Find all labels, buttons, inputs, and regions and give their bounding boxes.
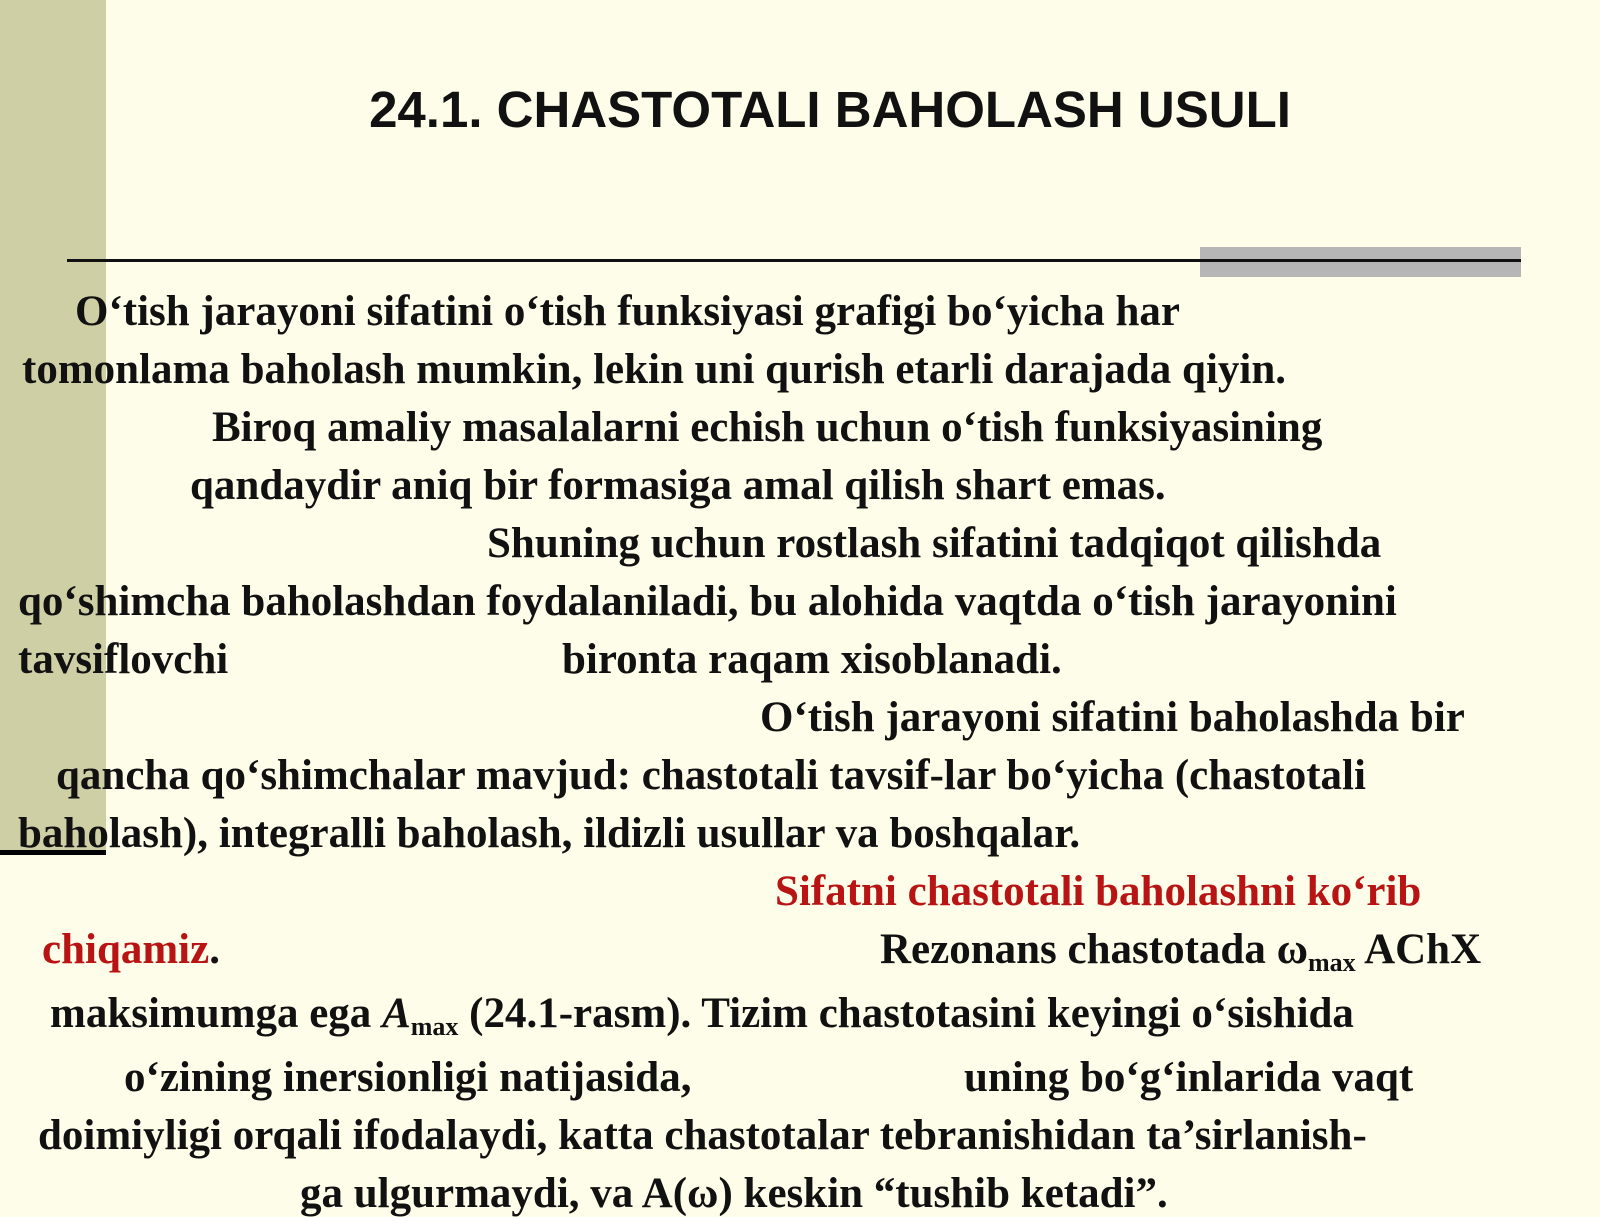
body-line-12a — [42, 928, 220, 971]
body-line-16: ga ulgurmaydi, va A(ω) keskin “tushib ketadi”. — [300, 1170, 1168, 1217]
body-line-15: doimiyligi orqali ifodalaydi, katta chastotalar tebranishidan ta’sirlanish- — [38, 1112, 1367, 1159]
figure-ref-text: (24.1-rasm). Tizim chastotasini keyingi o‘sishida — [458, 990, 1354, 1037]
body-line-9: qancha qo‘shimchalar mavjud: chastotali tavsif-lar bo‘yicha (chastotali — [56, 752, 1366, 799]
maximum-text: maksimumga ega — [50, 990, 383, 1037]
amplitude-symbol: A — [382, 990, 411, 1037]
body-line-11-highlight: Sifatni chastotali baholashni ko‘rib — [775, 868, 1422, 915]
body-line-7a: tavsiflovchi — [18, 636, 229, 683]
amplitude-subscript: max — [410, 1012, 459, 1041]
highlight-word: chiqamiz — [42, 926, 210, 973]
body-line-10: baholash), integralli baholash, ildizli usullar va boshqalar. — [18, 810, 1081, 857]
body-line-6: qo‘shimcha baholashdan foydalaniladi, bu alohida vaqtda o‘tish jarayonini — [18, 578, 1397, 625]
body-line-14b: uning bo‘g‘inlarida vaqt — [964, 1054, 1414, 1101]
body-line-12b — [880, 926, 1482, 977]
achx-text: AChX — [1355, 926, 1482, 973]
body-line-5: Shuning uchun rostlash sifatini tadqiqot qilishda — [487, 520, 1382, 567]
body-line-2: tomonlama baholash mumkin, lekin uni qurish etarli darajada qiyin. — [22, 346, 1287, 393]
body-line-14a: o‘zining inersionligi natijasida, — [124, 1054, 692, 1101]
period: . — [209, 926, 220, 973]
body-line-8: O‘tish jarayoni sifatini baholashda bir — [760, 694, 1465, 741]
body-line-7b: bironta raqam xisoblanadi. — [562, 636, 1062, 683]
omega-subscript: max — [1308, 948, 1356, 977]
body-line-1: O‘tish jarayoni sifatini o‘tish funksiyasi grafigi bo‘yicha har — [75, 288, 1180, 335]
divider-accent-line — [1200, 259, 1521, 262]
resonance-text: Rezonans chastotada ω — [880, 926, 1309, 973]
slide-title: 24.1. CHASTOTALI BAHOLASH USULI — [369, 81, 1291, 138]
divider-accent — [1200, 247, 1521, 277]
body-line-4: qandaydir aniq bir formasiga amal qilish shart emas. — [190, 462, 1166, 509]
body-line-3: Biroq amaliy masalalarni echish uchun o‘tish funksiyasining — [212, 404, 1323, 451]
body-line-13 — [50, 990, 1354, 1041]
